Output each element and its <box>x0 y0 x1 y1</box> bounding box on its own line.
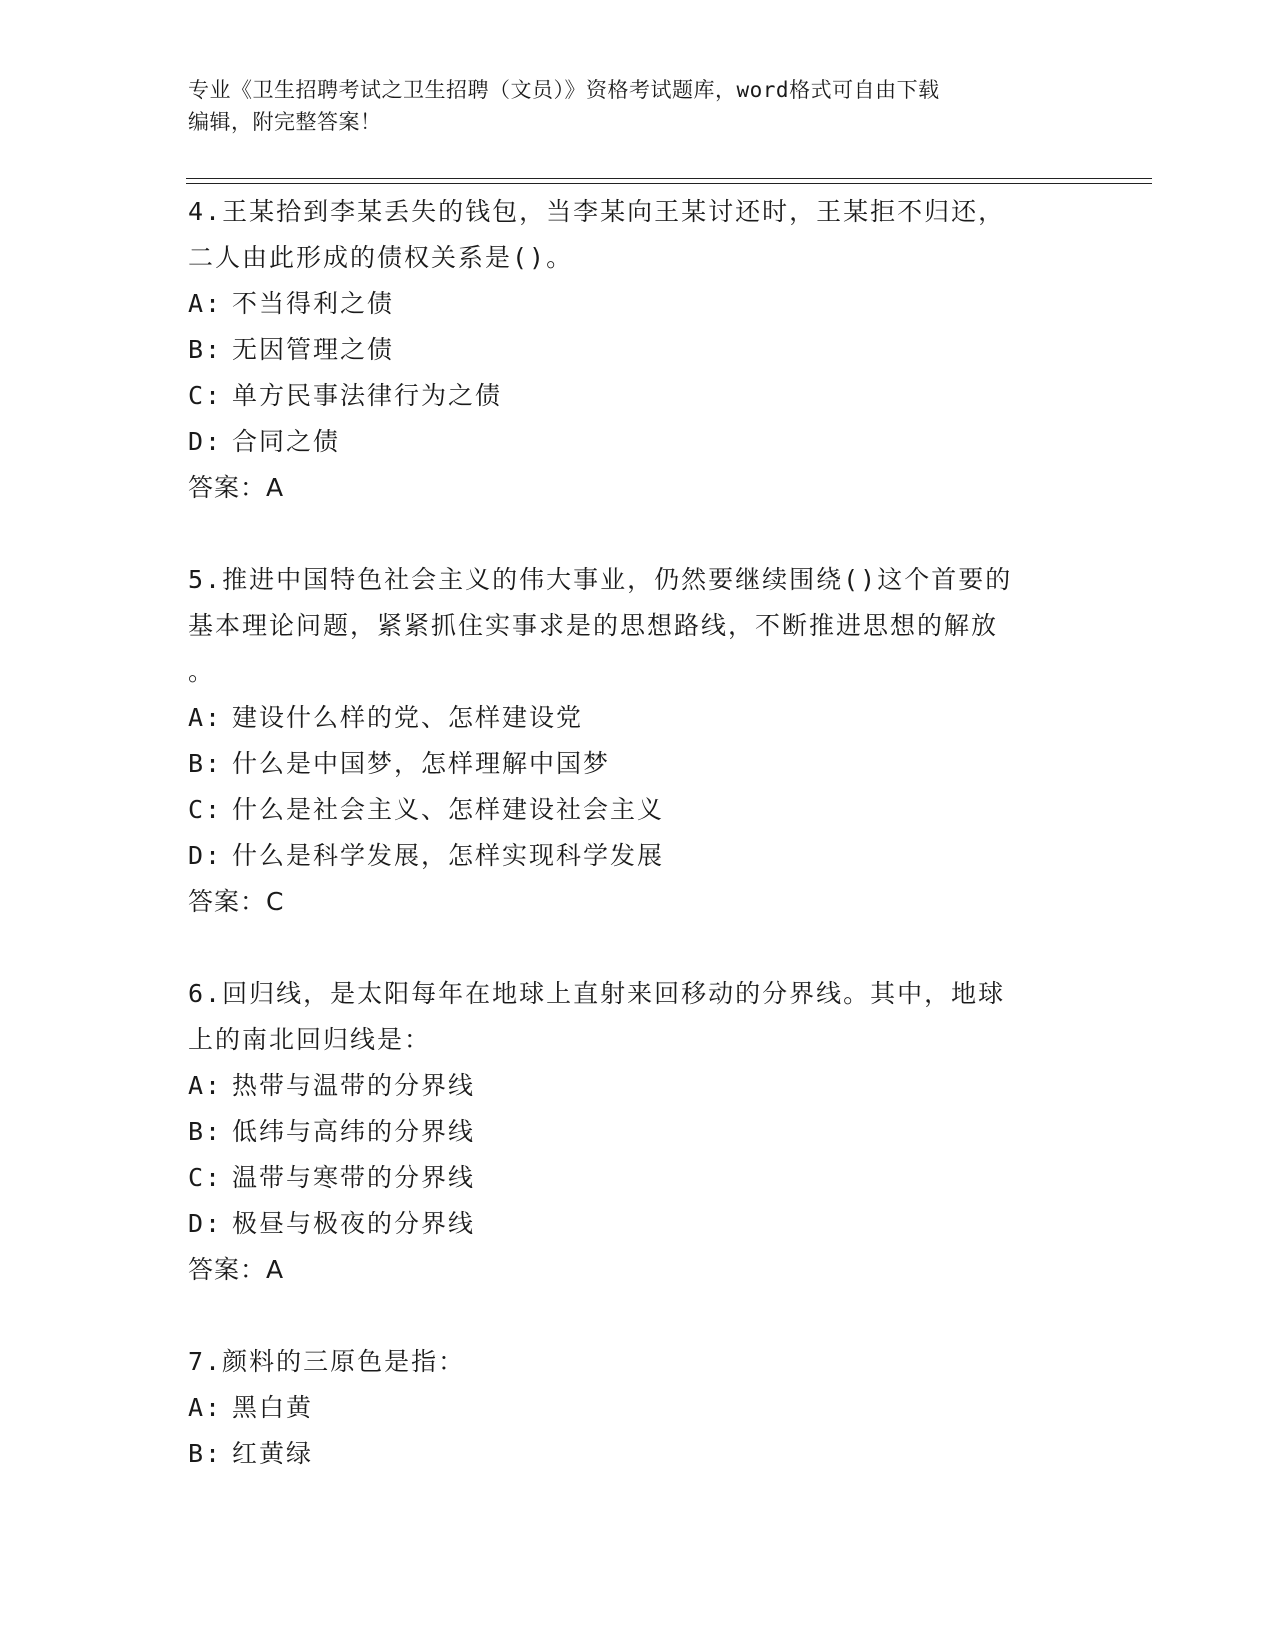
option-letter: B: <box>188 1117 223 1146</box>
header-line-1: 专业《卫生招聘考试之卫生招聘（文员）》资格考试题库，word格式可自由下载 <box>188 78 940 102</box>
option-text: 无因管理之债 <box>232 335 395 364</box>
option-text: 红黄绿 <box>232 1439 314 1468</box>
question-block <box>188 1339 1068 1477</box>
header-divider-top <box>186 178 1152 179</box>
answer-option <box>188 1109 1068 1155</box>
answer-option <box>188 1155 1068 1201</box>
option-letter: D: <box>188 1209 223 1238</box>
answer-key: 答案：A <box>188 473 285 502</box>
document-header <box>188 74 1068 138</box>
answer-option <box>188 1431 1068 1477</box>
option-text: 合同之债 <box>232 427 341 456</box>
option-text: 热带与温带的分界线 <box>232 1071 476 1100</box>
answer-option <box>188 1385 1068 1431</box>
answer-option <box>188 1063 1068 1109</box>
option-letter: B: <box>188 335 223 364</box>
question-text-line: 5.推进中国特色社会主义的伟大事业，仍然要继续围绕()这个首要的 <box>188 565 1013 594</box>
option-text: 什么是中国梦，怎样理解中国梦 <box>232 749 611 778</box>
option-letter: B: <box>188 1439 223 1468</box>
question-text-line: 上的南北回归线是： <box>188 1025 432 1054</box>
option-text: 极昼与极夜的分界线 <box>232 1209 476 1238</box>
question-block <box>188 557 1068 925</box>
option-text: 不当得利之债 <box>232 289 395 318</box>
question-text-line: 。 <box>188 657 216 686</box>
option-text: 什么是科学发展，怎样实现科学发展 <box>232 841 665 870</box>
answer-option <box>188 419 1068 465</box>
option-letter: C: <box>188 381 223 410</box>
header-line-2: 编辑，附完整答案！ <box>188 110 382 134</box>
question-text-line: 二人由此形成的债权关系是()。 <box>188 243 574 272</box>
answer-option <box>188 695 1068 741</box>
answer-option <box>188 373 1068 419</box>
option-text: 什么是社会主义、怎样建设社会主义 <box>232 795 665 824</box>
question-block <box>188 971 1068 1293</box>
question-list <box>188 189 1068 1523</box>
header-divider-bottom <box>186 183 1152 184</box>
option-text: 黑白黄 <box>232 1393 314 1422</box>
answer-option <box>188 787 1068 833</box>
option-letter: D: <box>188 841 223 870</box>
answer-key: 答案：A <box>188 1255 285 1284</box>
option-text: 温带与寒带的分界线 <box>232 1163 476 1192</box>
question-text-line: 7.颜料的三原色是指： <box>188 1347 466 1376</box>
question-text-line: 基本理论问题，紧紧抓住实事求是的思想路线，不断推进思想的解放 <box>188 611 999 640</box>
answer-option <box>188 833 1068 879</box>
answer-option <box>188 1201 1068 1247</box>
option-letter: C: <box>188 795 223 824</box>
question-block <box>188 189 1068 511</box>
option-letter: A: <box>188 289 223 318</box>
option-letter: B: <box>188 749 223 778</box>
option-text: 单方民事法律行为之债 <box>232 381 503 410</box>
answer-key: 答案：C <box>188 887 285 916</box>
answer-option <box>188 327 1068 373</box>
option-letter: A: <box>188 703 223 732</box>
answer-option <box>188 741 1068 787</box>
option-letter: A: <box>188 1071 223 1100</box>
option-text: 低纬与高纬的分界线 <box>232 1117 476 1146</box>
question-text-line: 4.王某拾到李某丢失的钱包，当李某向王某讨还时，王某拒不归还， <box>188 197 1006 226</box>
question-text-line: 6.回归线，是太阳每年在地球上直射来回移动的分界线。其中，地球 <box>188 979 1006 1008</box>
option-letter: C: <box>188 1163 223 1192</box>
option-letter: A: <box>188 1393 223 1422</box>
option-text: 建设什么样的党、怎样建设党 <box>232 703 584 732</box>
option-letter: D: <box>188 427 223 456</box>
answer-option <box>188 281 1068 327</box>
